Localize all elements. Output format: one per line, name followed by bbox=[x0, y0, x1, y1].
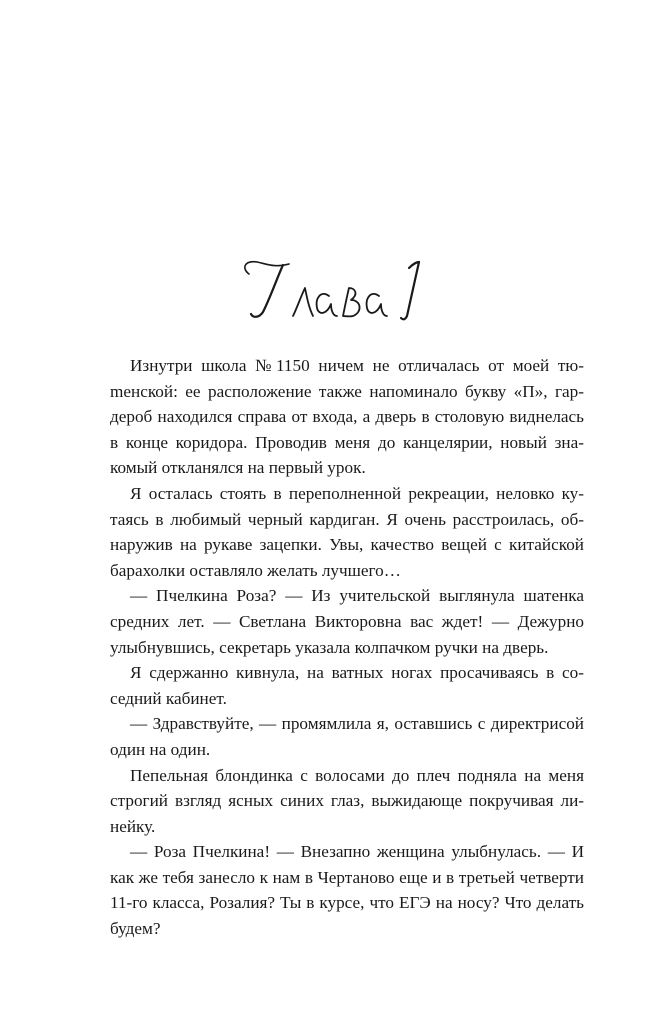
chapter-title-text bbox=[0, 238, 1, 239]
paragraph-7: — Роза Пчелкина! — Внезапно женщина улыбнулась. — И как же тебя занесло к нам в Чертаново еще и в третьей четверти 11-го класса, Розалия? Ты в курсе, что ЕГЭ на носу? Что делать будем? bbox=[110, 842, 584, 939]
paragraph-6: Пепельная блондинка с волосами до плеч подняла на меня строгий взгляд ясных синих глаз, выжидающе покручивая линейку. bbox=[110, 765, 584, 836]
paragraph-5: — Здравствуйте, — промямлила я, оставшись с директрисой один на один. bbox=[110, 714, 584, 759]
paragraph-4: Я сдержанно кивнула, на ватных ногах просачиваясь в соседний кабинет. bbox=[110, 663, 584, 708]
chapter-title-script bbox=[231, 238, 431, 338]
chapter-body bbox=[110, 353, 584, 942]
paragraph-1: Изнутри школа №1150 ничем не отличалась от моей тюmенской: ее расположение также напоминало букву «П», гардероб находился справа от входа, а дверь в столовую виднелась в конце коридора. Проводив меня до канцелярии, новый знакомый откланялся на первый урок. bbox=[110, 356, 584, 478]
paragraph-2: Я осталась стоять в переполненной рекреации, неловко кутаясь в любимый черный кардиган. Я очень расстроилась, обнаружив на рукаве зацепки. Увы, качество вещей с китайской барахолки оставляло желать лучшего… bbox=[110, 483, 584, 580]
paragraph-3: — Пчелкина Роза? — Из учительской выглянула шатенка средних лет. — Светлана Викторовна вас ждет! — Дежурно улыбнувшись, секретарь указала колпачком ручки на дверь. bbox=[110, 586, 584, 657]
chapter-heading bbox=[0, 238, 661, 338]
